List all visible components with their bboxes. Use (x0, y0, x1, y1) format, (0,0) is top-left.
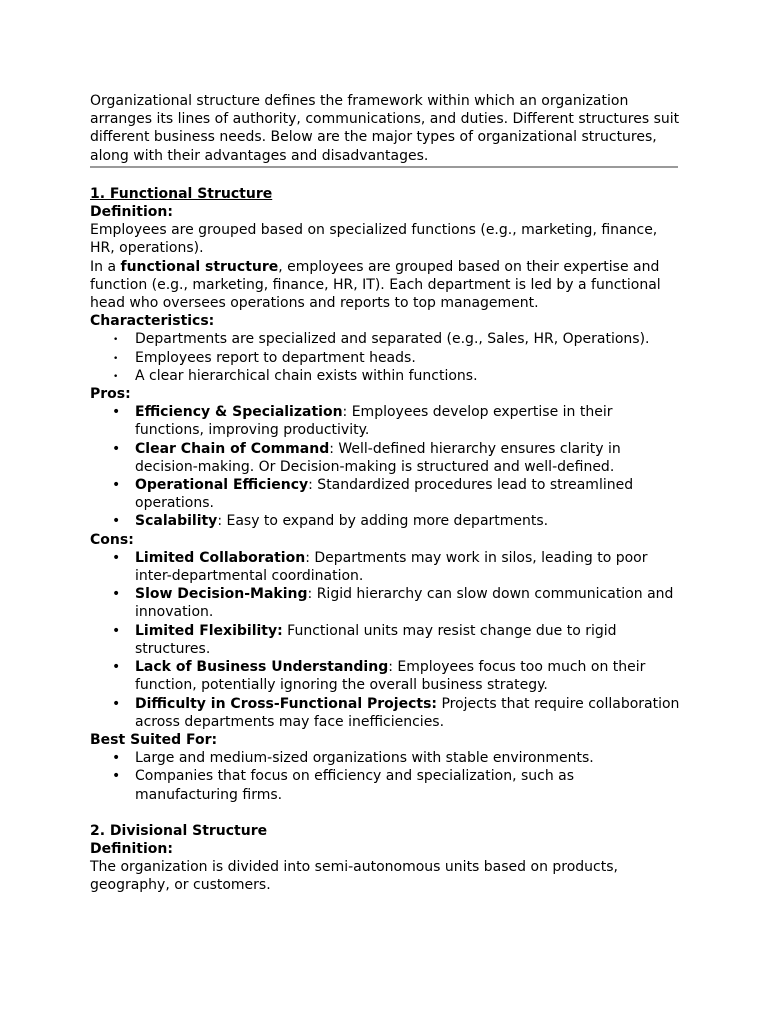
functional-definition-label: Definition: (90, 204, 173, 221)
item-bold: Lack of Business Understanding (135, 659, 389, 676)
item-bold: Limited Flexibility: (135, 622, 283, 639)
para-rest: , employees are grouped based on their expertise and function (e.g., marketing, finance, HR, IT). Each department is led by a functional head who oversees operations and reports to top management. (90, 258, 661, 312)
best-suited-label: Best Suited For: (90, 731, 218, 748)
item-bold: Limited Collaboration (135, 549, 306, 566)
list-item: • Large and medium-sized organizations with stable environments. (135, 749, 680, 767)
characteristics-list (90, 330, 680, 385)
list-item: • A clear hierarchical chain exists within functions. (135, 367, 680, 385)
item-text: Projects that require collaboration across departments may face inefficiencies. (135, 695, 680, 730)
item-text: : Employees develop expertise in their functions, improving productivity. (135, 404, 613, 439)
list-item: • Departments are specialized and separated (e.g., Sales, HR, Operations). (135, 330, 680, 348)
cons-label: Cons: (90, 531, 134, 548)
list-item (135, 585, 680, 621)
cons-list (90, 549, 680, 731)
list-item (135, 476, 680, 512)
pros-label: Pros: (90, 386, 131, 403)
item-bold: Operational Efficiency (135, 477, 309, 494)
item-bold: Clear Chain of Command (135, 440, 330, 457)
para-bold: functional structure (120, 258, 279, 275)
list-item (135, 622, 680, 658)
divisional-definition: The organization is divided into semi-autonomous units based on products, geography, or customers. (90, 859, 618, 894)
section-divider (90, 166, 678, 168)
characteristics-label: Characteristics: (90, 313, 215, 330)
best-suited-list (90, 749, 680, 804)
functional-definition: Employees are grouped based on specialized functions (e.g., marketing, finance, HR, operations). (90, 222, 658, 257)
list-item (135, 658, 680, 694)
item-bold: Difficulty in Cross-Functional Projects: (135, 695, 437, 712)
item-text: : Standardized procedures lead to streamlined operations. (135, 477, 634, 512)
pros-list (90, 403, 680, 530)
list-item: • Employees report to department heads. (135, 349, 680, 367)
item-bold: Scalability (135, 513, 218, 530)
list-item (135, 512, 680, 530)
item-text: : Departments may work in silos, leading to poor inter-departmental coordination. (135, 549, 648, 585)
item-text: : Rigid hierarchy can slow down communication and innovation. (135, 586, 674, 621)
para-prefix: In a (90, 258, 121, 275)
document-body (90, 92, 680, 895)
list-item (135, 695, 680, 731)
item-text: : Easy to expand by adding more departments. (217, 513, 549, 530)
intro-paragraph: Organizational structure defines the framework within which an organization arranges its lines of authority, communications, and duties. Different structures suit different business needs. Below are the major types of organizational structures, along with their advantages and disadvantages. (90, 93, 680, 164)
list-item (135, 549, 680, 585)
list-item: • Companies that focus on efficiency and specialization, such as manufacturing firms. (135, 767, 680, 803)
item-text: : Employees focus too much on their function, potentially ignoring the overall business strategy. (135, 659, 646, 694)
divisional-definition-label: Definition: (90, 840, 173, 857)
item-bold: Slow Decision-Making (135, 586, 308, 603)
list-item (135, 403, 680, 439)
list-item (135, 440, 680, 476)
divisional-heading: 2. Divisional Structure (90, 822, 268, 839)
functional-heading: 1. Functional Structure (90, 185, 273, 202)
item-text: Functional units may resist change due to rigid structures. (135, 622, 617, 657)
item-bold: Efficiency & Specialization (135, 404, 343, 421)
functional-paragraph (90, 258, 680, 313)
item-text: : Well-defined hierarchy ensures clarity in decision-making. Or Decision-making is structured and well-defined. (135, 440, 621, 475)
